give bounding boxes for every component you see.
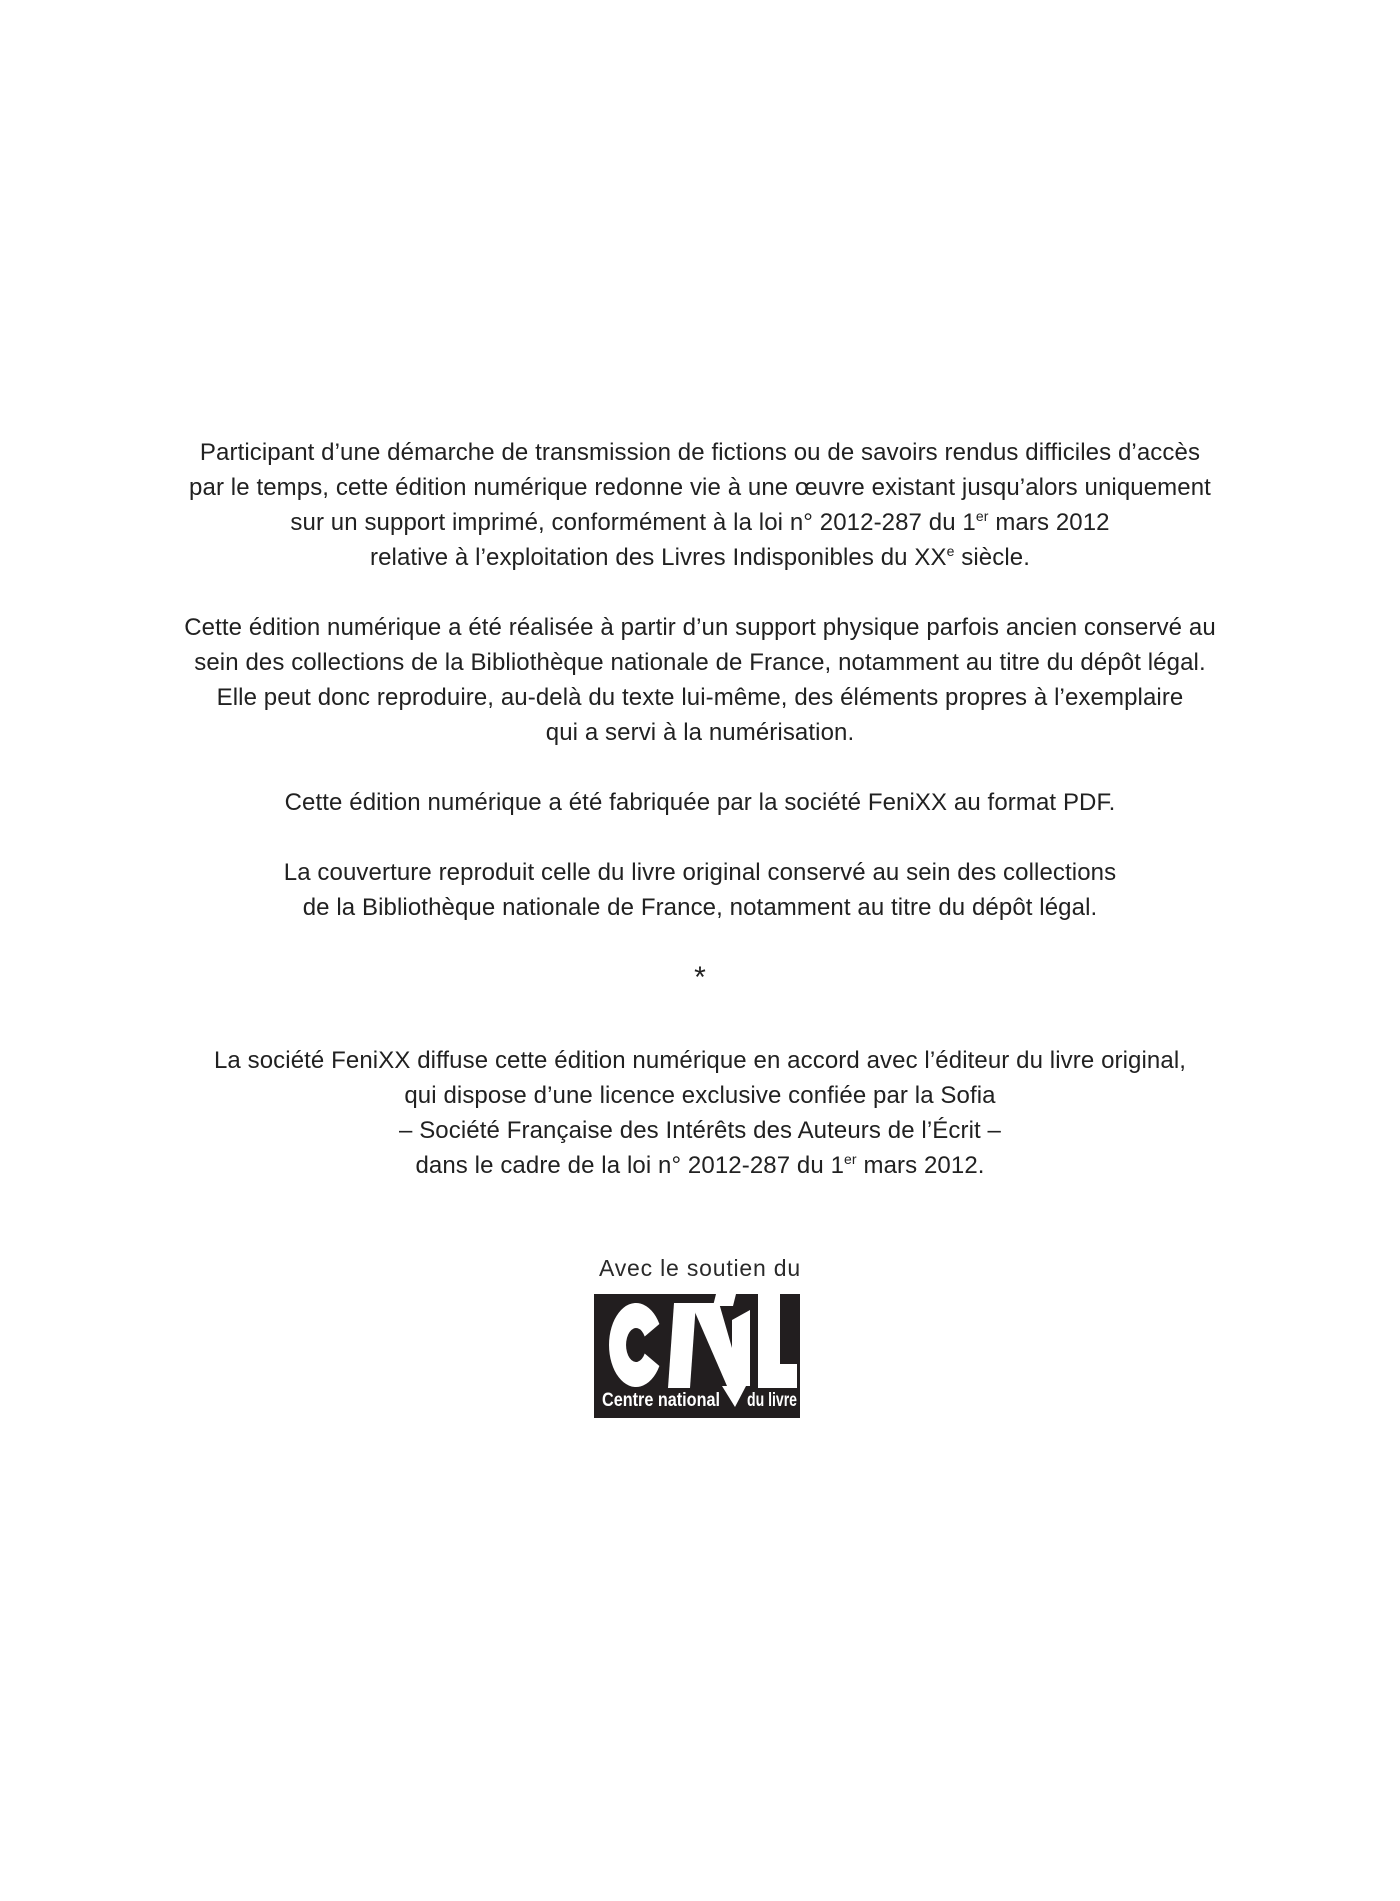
text-line: – Société Française des Intérêts des Auteurs de l’Écrit – (398, 1117, 1001, 1144)
text-line: sein des collections de la Bibliothèque nationale de France, notamment au titre du dépôt légal. (194, 649, 1206, 676)
text-line: par le temps, cette édition numérique redonne vie à une œuvre existant jusqu’alors uniquement (189, 474, 1211, 501)
cnl-logo-graphic (594, 1294, 800, 1418)
text-line: Participant d’une démarche de transmission de fictions ou de savoirs rendus difficiles d’accès (199, 439, 1201, 466)
cnl-band-left-label: Centre national (602, 1390, 720, 1411)
paragraph-diffusion (0, 1043, 1400, 1183)
text-line: La société FeniXX diffuse cette édition numérique en accord avec l’éditeur du livre original, (213, 1047, 1187, 1074)
cnl-band-right-label: du livre (747, 1390, 797, 1411)
paragraph-cover (0, 855, 1400, 925)
superscript: er (975, 508, 989, 524)
text-line: qui a servi à la numérisation. (545, 719, 855, 746)
separator-asterisk (0, 960, 1400, 995)
superscript: er (844, 1151, 857, 1167)
text-line: de la Bibliothèque nationale de France, notamment au titre du dépôt légal. (302, 894, 1098, 921)
text-line: Avec le soutien du (599, 1255, 801, 1281)
text-line: sur un support imprimé, conformément à la loi n° 2012-287 du 1er mars 2012 (290, 508, 1110, 536)
asterisk: * (694, 961, 706, 994)
superscript: e (946, 543, 955, 559)
text-line: qui dispose d’une licence exclusive confiée par la Sofia (404, 1082, 996, 1109)
support-caption (0, 1255, 1400, 1281)
cnl-letter-n-top-notch (713, 1294, 736, 1306)
text-line: dans le cadre de la loi n° 2012-287 du 1er mars 2012. (415, 1151, 985, 1179)
text-line: Elle peut donc reproduire, au-delà du texte lui-même, des éléments propres à l’exemplaire (216, 684, 1184, 711)
paragraph-transmission (0, 435, 1400, 575)
text-line: relative à l’exploitation des Livres Indisponibles du XXe siècle. (370, 543, 1030, 571)
paragraph-fenixx-pdf (0, 785, 1400, 820)
paragraph-bnf-source (0, 610, 1400, 750)
cnl-letter-n-right-stroke (732, 1310, 750, 1386)
text-line: Cette édition numérique a été réalisée à partir d’un support physique parfois ancien conservé au (184, 614, 1216, 641)
text-line: Cette édition numérique a été fabriquée par la société FeniXX au format PDF. (284, 789, 1116, 816)
cnl-logo (594, 1294, 800, 1418)
text-line: La couverture reproduit celle du livre original conservé au sein des collections (283, 859, 1117, 886)
